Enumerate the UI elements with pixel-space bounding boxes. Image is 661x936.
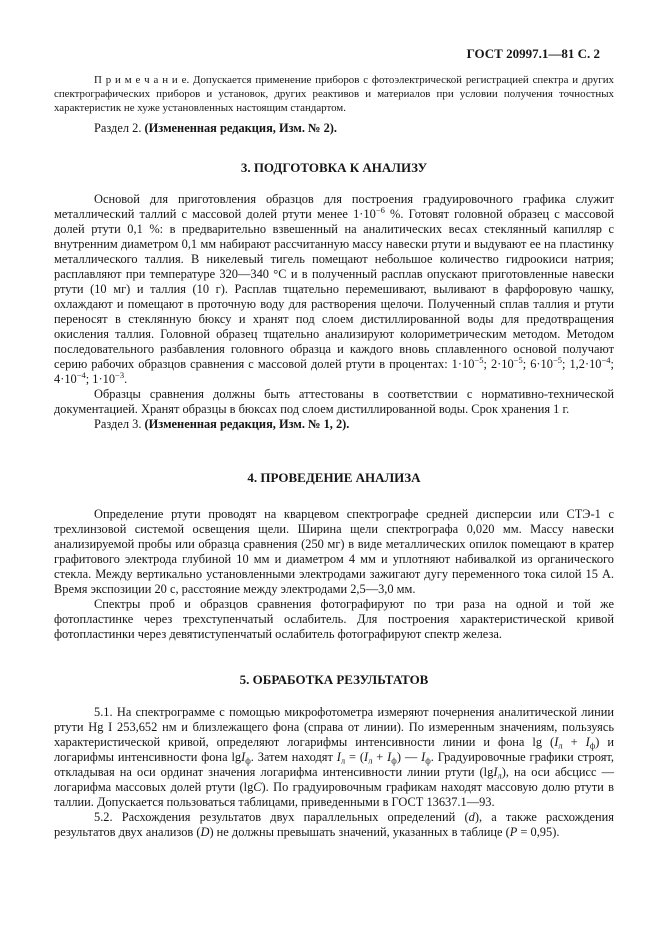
section-5-paragraph-2: 5.2. Расхождения результатов двух параллельных определений (d), а также расхождения результатов двух анализов (D) не должны превышать значений, указанных в таблице (P = 0,95). [54,809,615,839]
note-paragraph: П р и м е ч а н и е. Допускается применение приборов с фотоэлектрической регистрацией спектра и других спектрографических приборов и установок, других реактивов и материалов при условии получения точностных характеристик не хуже установленных настоящим стандартом. [54,74,614,115]
section-4-paragraph-2: Спектры проб и образцов сравнения фотографируют по три раза на одной и той же фотопластинке через трехступенчатый ослабитель. Для построения характеристической кривой фотопластинки через девятиступенчатый ослабитель фотографируют спектр железа. [54,596,614,641]
section-5-heading: 5. ОБРАБОТКА РЕЗУЛЬТАТОВ [239,671,429,687]
section-4-heading: 4. ПРОВЕДЕНИЕ АНАЛИЗА [247,469,421,485]
revision-note-section-3: Раздел 3. (Измененная редакция, Изм. № 1, 2). [94,416,350,431]
section-3-paragraph-2: Образцы сравнения должны быть аттестованы в соответствии с нормативно-технической документацией. Хранят образцы в бюксах под слоем дистиллированной воды. Срок хранения 1 г. [54,386,614,416]
section-4-paragraph-1: Определение ртути проводят на кварцевом спектрографе средней дисперсии или СТЭ-1 с трехлинзовой системой освещения щели. Ширина щели спектрографа 0,020 мм. Массу навески анализируемой пробы или образца сравнения (250 мг) в виде металлических опилок помещают в кратер графитового электрода глубиной 10 мм и диаметром 4 мм и уплотняют набивалкой из органического стекла. Между вертикально установленными электродами зажигают дугу переменного тока силой 15 А. Время экспозиции 20 с, расстояние между электродами 2,5—3,0 мм. [54,506,614,596]
section-3-paragraph-1: Основой для приготовления образцов для построения градуировочного графика служит металлический таллий с массовой долей ртути менее $1\cdot 10^{-6}$ %. Готовят головной образец с массовой долей ртути 0,1 %: в предварительно взвешенный на аналитических весах стеклянный капилляр с внутренним диаметром 0,1 мм набирают рассчитанную массу навески ртути и выдувают ее на пластинку металлического таллия. В никелевый тигель помещают небольшое количество гидроокиси натрия; расплавляют при температуре 320—340 °С и в полученный расплав опускают приготовленные навески ртути (10 мг) и таллия (10 г). Расплав тщательно перемешивают, выливают в фарфоровую чашку, охлаждают и помещают в проточную воду для растворения щелочи. Полученный сплав таллия и ртути переносят в стеклянную бюксу и хранят под слоем дистиллированной воды для предотвращения окисления таллия. Головной образец тщательно анализируют колориметрическим методом. Методом последовательного разбавления головного образца и каждого вновь сплавленного основой получают серию рабочих образцов сравнения с массовой долей ртути в процентах: $1\cdot 10^{-5}$; $2\cdot 10^{-5}$; $6\cdot 10^{-5}$; $1,2\cdot 10^{-4}$; $4\cdot 10^{-4}$; $1\cdot 10^{-3}$. [54,191,614,386]
section-5-paragraph-1: 5.1. На спектрограмме с помощью микрофотометра измеряют почернения аналитической линии ртути Hg I 253,652 нм и близлежащего фона (справа от линии). По измеренным значениям, пользуясь характеристической кривой, определяют логарифмы интенсивности линии и фона $\lg (I_л + I_ф)$ и логарифмы интенсивности фона lgI$_ф$. Затем находят $I_л = (I_л + I_ф)$ — $I_ф$. Градуировочные графики строят, откладывая на оси ординат значения логарифма интенсивности линии ртути (lgI$_л$), на оси абсцисс — логарифма массовых долей ртути (lgC). По градуировочным графикам находят массовую долю ртути в таллии. Допускается пользоваться таблицами, приведенными в ГОСТ 13637.1—93. [54,704,615,809]
section-3-heading: 3. ПОДГОТОВКА К АНАЛИЗУ [240,159,428,175]
page-header: ГОСТ 20997.1—81 С. 2 [466,46,600,61]
revision-note-section-2: Раздел 2. (Измененная редакция, Изм. № 2). [94,120,338,135]
